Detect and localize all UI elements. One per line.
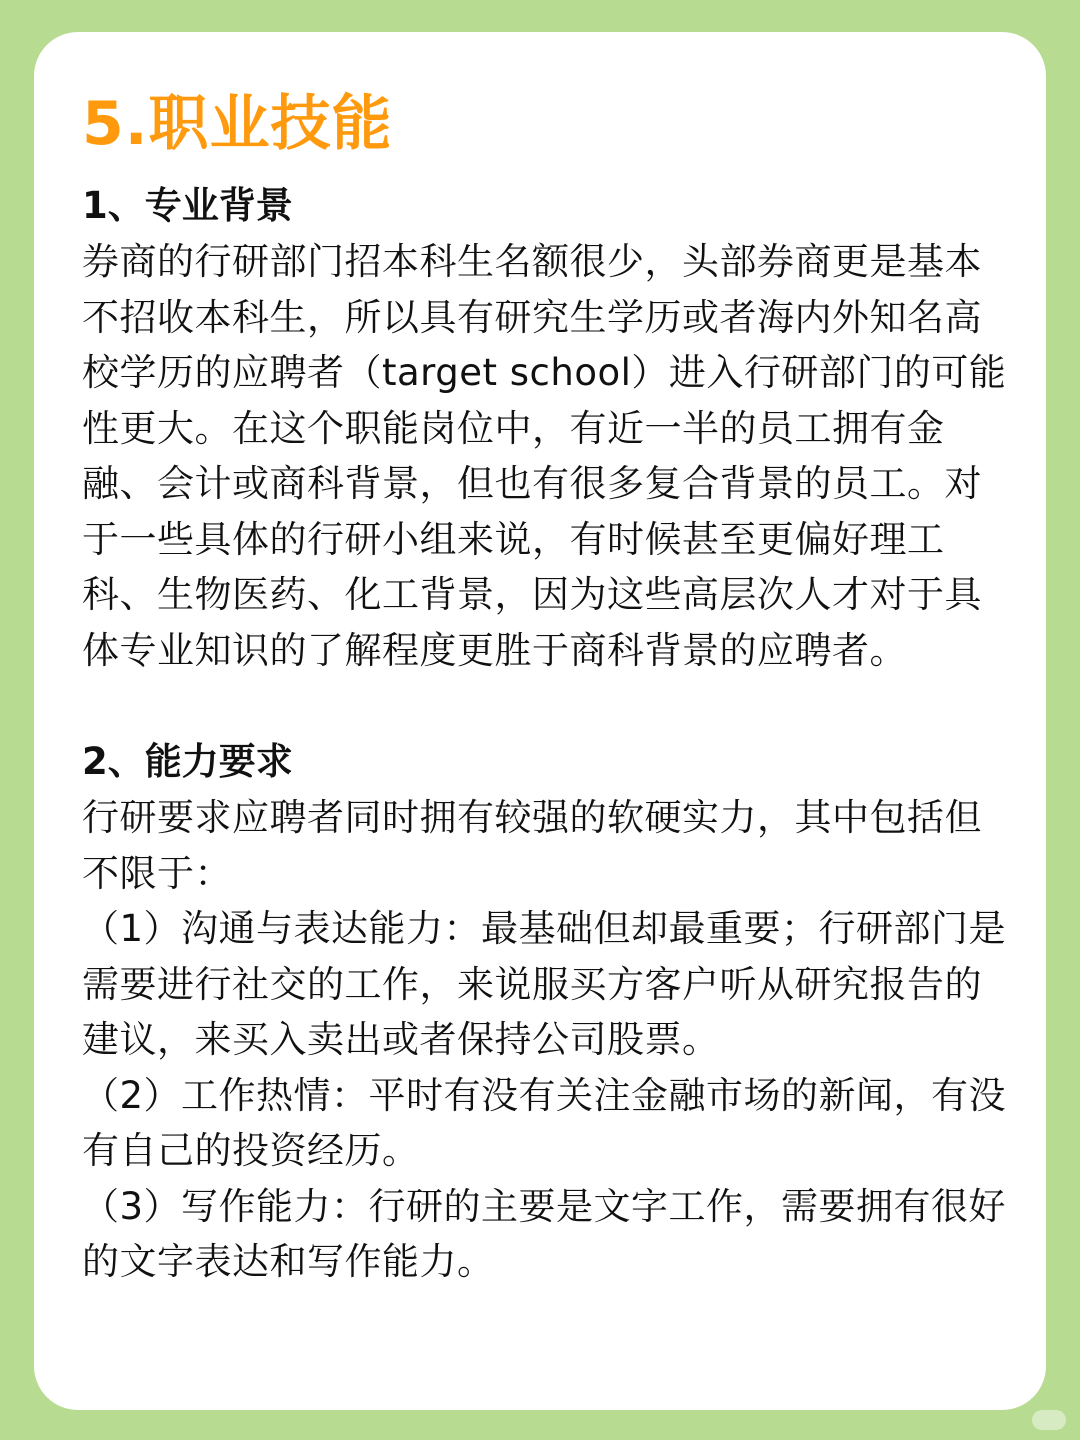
list-item-communication: （1）沟通与表达能力：最基础但却最重要；行研部门是需要进行社交的工作，来说服买方客户听从研究报告的建议，来买入卖出或者保持公司股票。 bbox=[82, 907, 1007, 1061]
section-heading: 2、能力要求 bbox=[82, 740, 293, 783]
section-spacer bbox=[82, 678, 1012, 734]
list-item-passion: （2）工作热情：平时有没有关注金融市场的新闻，有没有自己的投资经历。 bbox=[82, 1073, 1007, 1172]
section-heading: 1、专业背景 bbox=[82, 184, 293, 227]
content-card bbox=[34, 32, 1046, 1410]
section-ability-requirements bbox=[82, 734, 1012, 1290]
watermark-icon bbox=[1032, 1410, 1066, 1430]
list-item-writing: （3）写作能力：行研的主要是文字工作，需要拥有很好的文字表达和写作能力。 bbox=[82, 1184, 1007, 1283]
section-paragraph: 行研要求应聘者同时拥有较强的软硬实力，其中包括但不限于： bbox=[82, 796, 982, 895]
section-professional-background bbox=[82, 178, 1012, 678]
article-body bbox=[82, 84, 1012, 1290]
page-title: 5.职业技能 bbox=[82, 89, 393, 159]
section-paragraph: 券商的行研部门招本科生名额很少，头部券商更是基本不招收本科生，所以具有研究生学历或者海内外知名高校学历的应聘者（target school）进入行研部门的可能性更大。在这个职能岗位中，有近一半的员工拥有金融、会计或商科背景，但也有很多复合背景的员工。对于一些具体的行研小组来说，有时候甚至更偏好理工科、生物医药、化工背景，因为这些高层次人才对于具体专业知识的了解程度更胜于商科背景的应聘者。 bbox=[82, 240, 1007, 672]
